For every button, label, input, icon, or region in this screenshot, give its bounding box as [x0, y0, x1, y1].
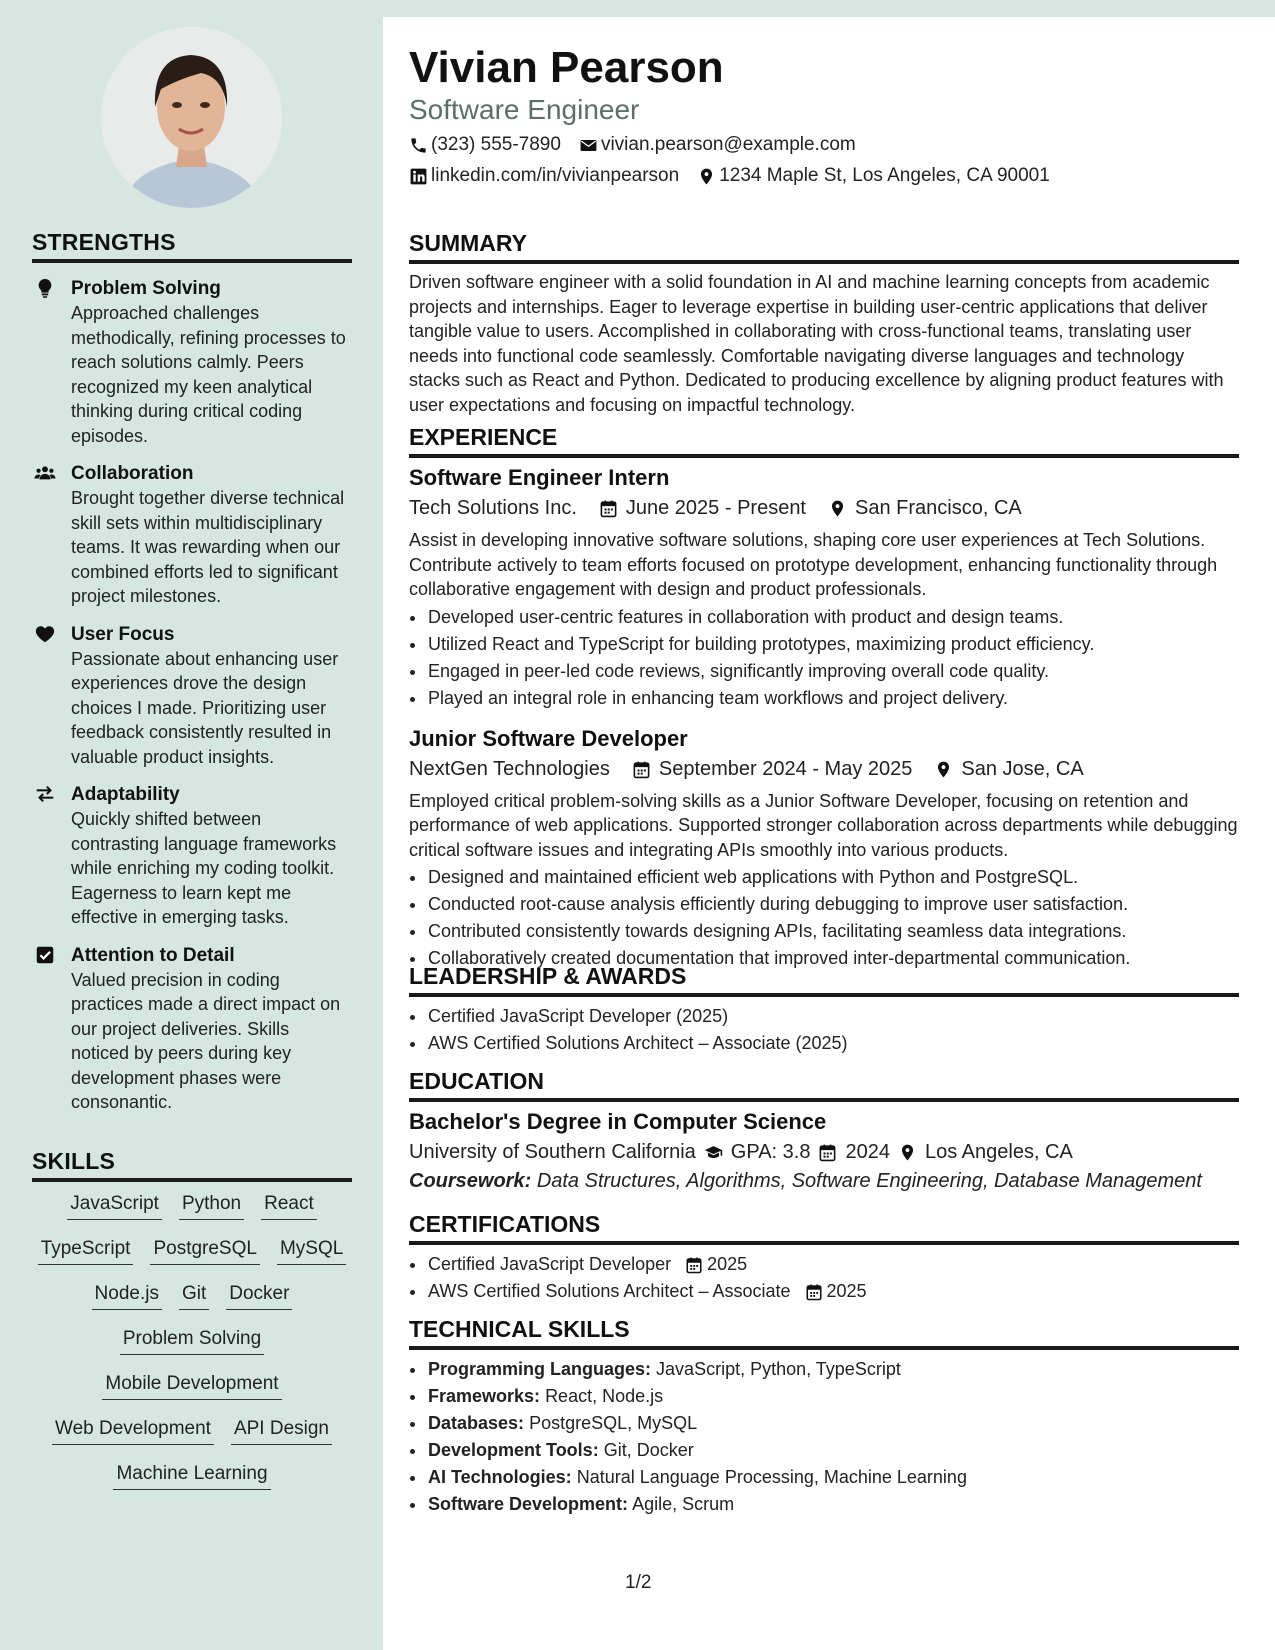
- certification-name: • Certified JavaScript Developer: [428, 1254, 672, 1274]
- summary-text: Driven software engineer with a solid foundation in AI and machine learning concepts from academic projects and internships. Eager to leverage expertise in building user-centric applications that deliver tangible value to users. Accomplished in collaborating with cross-functional teams, translating user needs into functional code seamlessly. Comfortable navigating diverse languages and technology stacks such as React and Python. Dedicated to producing excellence by aligning product features with user expectations and focusing on impactful technology.: [409, 272, 1224, 415]
- job-company: Tech Solutions Inc.: [409, 497, 577, 519]
- list-item: • Utilized React and TypeScript for building prototypes, maximizing product efficiency.: [427, 631, 1239, 658]
- graduation-cap-icon: [704, 1143, 723, 1162]
- list-item: • Played an integral role in enhancing team workflows and project delivery.: [427, 685, 1239, 712]
- strength-title: Problem Solving: [71, 278, 221, 299]
- education-heading: EDUCATION: [409, 1068, 1239, 1102]
- heart-icon: [34, 623, 56, 645]
- technical-skill-item: [427, 1410, 1239, 1437]
- strengths-heading: STRENGTHS: [32, 229, 352, 263]
- technical-skill-item: [427, 1437, 1239, 1464]
- skill-row: [32, 1372, 352, 1417]
- contact-phone: (323) 555-7890: [409, 134, 561, 156]
- exchange-icon: [34, 783, 56, 805]
- list-item: • Designed and maintained efficient web applications with Python and PostgreSQL.: [427, 864, 1239, 891]
- calendar-icon: [599, 499, 618, 518]
- leadership-section: [409, 963, 1239, 1057]
- technical-skill-label: Software Development:: [428, 1494, 629, 1514]
- strength-item: [32, 623, 352, 770]
- skill-row: [32, 1462, 352, 1507]
- skill-tag: PostgreSQL: [150, 1237, 260, 1265]
- strength-title: Adaptability: [71, 784, 180, 805]
- skill-row: [32, 1192, 352, 1237]
- technical-skill-label: Programming Languages:: [428, 1359, 652, 1379]
- technical-skill-item: [427, 1464, 1239, 1491]
- skill-row: [32, 1282, 352, 1327]
- education-section: [409, 1068, 1239, 1193]
- education-school: University of Southern California: [409, 1141, 696, 1163]
- skill-row: [32, 1237, 352, 1282]
- job-entry: [409, 465, 1239, 712]
- skill-tag: MySQL: [277, 1237, 346, 1265]
- skills-heading: SKILLS: [32, 1148, 352, 1182]
- technical-skill-label: Development Tools:: [428, 1440, 599, 1460]
- summary-heading: SUMMARY: [409, 230, 1239, 264]
- map-pin-icon: [828, 499, 847, 518]
- skill-tag: React: [261, 1192, 317, 1220]
- contact-linkedin: [409, 165, 679, 187]
- list-item: • Certified JavaScript Developer (2025): [427, 1003, 1239, 1030]
- envelope-icon: [579, 136, 598, 155]
- education-coursework: Coursework: Data Structures, Algorithms, Software Engineering, Database Management: [409, 1170, 1202, 1192]
- skill-tag: API Design: [231, 1417, 332, 1445]
- strength-desc: Brought together diverse technical skill sets within multidisciplinary teams. It was rewarding when our combined efforts led to significant project milestones.: [71, 488, 345, 606]
- strength-item: [32, 277, 352, 448]
- list-item: • Developed user-centric features in collaboration with product and design teams.: [427, 604, 1239, 631]
- lightbulb-icon: [34, 277, 56, 299]
- certification-item: [427, 1278, 1239, 1305]
- list-item: • Engaged in peer-led code reviews, significantly improving overall code quality.: [427, 658, 1239, 685]
- strength-desc: Quickly shifted between contrasting language frameworks while enriching my coding toolkit. Eagerness to learn kept me effective in emerging tasks.: [71, 809, 337, 927]
- certifications-heading: CERTIFICATIONS: [409, 1211, 1239, 1245]
- job-title: Software Engineer Intern: [409, 465, 670, 490]
- list-item: • Contributed consistently towards designing APIs, facilitating seamless data integrations.: [427, 918, 1239, 945]
- skill-tag: Machine Learning: [113, 1462, 270, 1490]
- skills-section: [32, 1148, 352, 1507]
- contact-email: [579, 134, 856, 156]
- users-icon: [34, 462, 56, 484]
- skill-row: [32, 1417, 352, 1462]
- technical-skill-value: PostgreSQL, MySQL: [529, 1413, 698, 1433]
- job-bullets: [409, 864, 1239, 972]
- linkedin-icon: [409, 167, 428, 186]
- job-meta: [409, 497, 1239, 520]
- job-entry: [409, 726, 1239, 973]
- job-description: Assist in developing innovative software solutions, shaping core user experiences at Tech Solutions. Contribute actively to team efforts focused on prototype development, enhancing functionality through collaborative engagement with design and product professionals.: [409, 530, 1218, 599]
- certification-name: • AWS Certified Solutions Architect – Associate: [428, 1281, 791, 1301]
- linkedin-link[interactable]: linkedin.com/in/vivianpearson: [431, 165, 680, 186]
- job-dates: September 2024 - May 2025: [658, 757, 913, 780]
- technical-skill-value: Agile, Scrum: [632, 1494, 735, 1514]
- list-item: • Collaboratively created documentation that improved inter-departmental communication.: [427, 945, 1239, 972]
- strength-desc: Valued precision in coding practices made a direct impact on our project deliveries. Skills noticed by peers during key development phases were consonantic.: [71, 969, 341, 1112]
- education-location: Los Angeles, CA: [924, 1141, 1073, 1163]
- strength-title: User Focus: [71, 623, 175, 645]
- technical-skills-heading: TECHNICAL SKILLS: [409, 1316, 1239, 1350]
- skill-tag: Problem Solving: [120, 1327, 264, 1355]
- job-title: Junior Software Developer: [409, 725, 688, 751]
- strength-item: [32, 462, 352, 609]
- job-company: NextGen Technologies: [409, 757, 610, 780]
- checkbox-icon: [34, 944, 56, 966]
- list-item: • AWS Certified Solutions Architect – Associate (2025): [427, 1030, 1239, 1057]
- skill-tag: Mobile Development: [102, 1372, 281, 1400]
- strength-desc: Passionate about enhancing user experiences drove the design choices I made. Prioritizing user feedback consistently resulted in valuable product insights.: [71, 648, 339, 767]
- experience-heading: EXPERIENCE: [409, 424, 1239, 458]
- calendar-icon: [818, 1143, 837, 1162]
- calendar-icon: [675, 1256, 703, 1274]
- calendar-icon: [632, 760, 651, 779]
- technical-skill-value: Git, Docker: [603, 1440, 694, 1460]
- technical-skill-label: AI Technologies:: [428, 1467, 572, 1487]
- skill-tag: Node.js: [92, 1282, 162, 1310]
- technical-skill-label: Frameworks:: [428, 1386, 541, 1406]
- skill-tag: Python: [179, 1192, 244, 1220]
- certification-item: [427, 1251, 1239, 1278]
- technical-skill-item: [427, 1383, 1239, 1410]
- strength-item: [32, 944, 352, 1115]
- contact-row-2: [409, 165, 1050, 187]
- certification-year: 2025: [826, 1281, 867, 1301]
- strength-desc: Approached challenges methodically, refining processes to reach solutions calmly. Peers recognized my keen analytical thinking during critical coding episodes.: [71, 303, 346, 446]
- certifications-section: [409, 1211, 1239, 1305]
- technical-skill-value: JavaScript, Python, TypeScript: [656, 1359, 901, 1379]
- page-number: 1/2: [625, 1572, 652, 1593]
- education-gpa: GPA: 3.8: [730, 1141, 811, 1163]
- skill-tag: Docker: [226, 1282, 292, 1310]
- job-meta: [409, 758, 1239, 781]
- summary-section: [409, 230, 1239, 417]
- skill-row: [32, 1327, 352, 1372]
- strengths-section: [32, 229, 352, 1115]
- leadership-heading: LEADERSHIP & AWARDS: [409, 963, 1239, 997]
- technical-skill-item: [427, 1491, 1239, 1518]
- candidate-name: Vivian Pearson: [409, 43, 724, 92]
- technical-skill-label: Databases:: [428, 1413, 525, 1433]
- job-description: Employed critical problem-solving skills as a Junior Software Developer, focusing on retention and performance of web applications. Supported stronger collaboration across departments while debugging critical software issues and integrating APIs smoothly into various products.: [409, 790, 1238, 860]
- main-content: [383, 17, 1275, 1650]
- list-item: • Conducted root-cause analysis efficiently during debugging to improve user satisfaction.: [427, 891, 1239, 918]
- technical-skills-section: [409, 1316, 1239, 1518]
- map-pin-icon: [898, 1143, 917, 1162]
- education-year: 2024: [845, 1141, 890, 1163]
- experience-section: [409, 424, 1239, 972]
- education-meta: [409, 1141, 1239, 1164]
- certification-year: 2025: [707, 1254, 748, 1274]
- job-dates: June 2025 - Present: [625, 497, 806, 519]
- education-degree: Bachelor's Degree in Computer Science: [409, 1109, 827, 1134]
- profile-photo: [101, 27, 282, 208]
- technical-skill-value: React, Node.js: [545, 1386, 664, 1406]
- sidebar: [0, 0, 383, 1650]
- skill-tag: JavaScript: [67, 1192, 162, 1220]
- strength-title: Attention to Detail: [71, 944, 235, 966]
- contact-address: 1234 Maple St, Los Angeles, CA 90001: [697, 165, 1050, 187]
- candidate-role: Software Engineer: [409, 94, 640, 125]
- calendar-icon: [795, 1283, 823, 1301]
- job-location: San Jose, CA: [961, 757, 1084, 780]
- strength-item: [32, 783, 352, 930]
- strength-title: Collaboration: [71, 463, 194, 484]
- email-link[interactable]: vivian.pearson@example.com: [600, 134, 856, 155]
- technical-skill-value: Natural Language Processing, Machine Learning: [576, 1467, 967, 1487]
- skill-tag: TypeScript: [38, 1237, 134, 1265]
- skill-tag: Web Development: [52, 1417, 214, 1445]
- phone-icon: [409, 136, 428, 155]
- technical-skill-item: [427, 1356, 1239, 1383]
- map-pin-icon: [934, 760, 953, 779]
- map-pin-icon: [697, 167, 716, 186]
- job-bullets: [409, 604, 1239, 712]
- job-location: San Francisco, CA: [855, 497, 1022, 519]
- contact-row-1: [409, 134, 856, 156]
- skill-tag: Git: [179, 1282, 209, 1310]
- skills-list: [32, 1192, 352, 1507]
